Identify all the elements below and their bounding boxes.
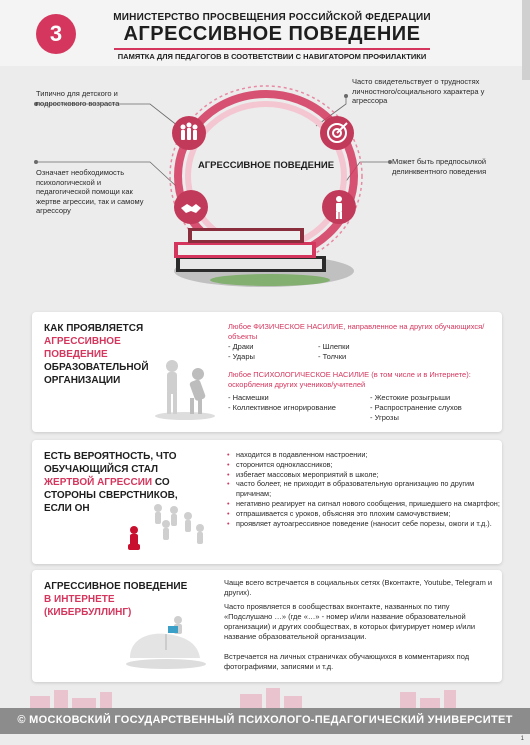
- ring-center-title: АГРЕССИВНОЕ ПОВЕДЕНИЕ: [197, 160, 335, 171]
- psych-list-left: - Насмешки - Коллективное игнорирование: [228, 393, 368, 413]
- mouse-laptop-illustration: [120, 614, 216, 672]
- section1-heading: КАК ПРОЯВЛЯЕТСЯ АГРЕССИВНОЕ ПОВЕДЕНИЕ ОБРАЗОВАТЕЛЬНОЙ ОРГАНИЗАЦИИ: [44, 323, 149, 386]
- note-top-right: Часто свидетельствует о трудностях личностного/социального характера у агрессора: [352, 77, 485, 105]
- list-item: • сторонится одноклассников;: [236, 460, 508, 470]
- page-subtitle: ПАМЯТКА ДЛЯ ПЕДАГОГОВ В СООТВЕТСТВИИ С НАВИГАТОРОМ ПРОФИЛАКТИКИ: [117, 52, 427, 61]
- physical-violence-title: Любое ФИЗИЧЕСКОЕ НАСИЛИЕ, направленное на других обучающихся/объекты: [228, 322, 485, 341]
- handshake-icon: [174, 190, 208, 224]
- person-icon: [322, 190, 356, 224]
- physical-list-left: - Драки - Удары: [228, 342, 318, 362]
- title-underline: [114, 48, 430, 50]
- isolated-figure-illustration: [118, 500, 214, 558]
- section2-heading: ЕСТЬ ВЕРОЯТНОСТЬ, ЧТО ОБУЧАЮЩИЙСЯ СТАЛ ЖЕРТВОЙ АГРЕССИИ СО СТОРОНЫ СВЕРСТНИКОВ, ЕСЛИ ОН: [44, 451, 178, 514]
- list-item: • находится в подавленном настроении;: [236, 450, 508, 460]
- list-item: • избегает массовых мероприятий в школе;: [236, 470, 508, 480]
- note-mid-right: Может быть предпосылкой делинквентного поведения: [392, 157, 487, 176]
- psych-list-right: - Жестокие розыгрыши - Распространение слухов - Угрозы: [370, 393, 500, 423]
- ministry-name: МИНИСТЕРСТВО ПРОСВЕЩЕНИЯ РОССИЙСКОЙ ФЕДЕРАЦИИ: [113, 12, 431, 23]
- note-mid-left: Означает необходимость психологической и педагогической помощи как жертве агрессии, так и самому агрессору: [36, 168, 144, 215]
- physical-list-right: - Шлепки - Толчки: [318, 342, 408, 362]
- fighting-figures-illustration: [150, 352, 220, 422]
- cyber-paragraph-3: Встречается на личных страничках обучающихся в комментариях под фотографиями, записями и т.д.: [224, 652, 470, 671]
- list-item: • часто болеет, не приходит в образовательную организацию по другим причинам;: [236, 479, 508, 499]
- city-skyline-decoration: [0, 686, 530, 710]
- list-item: • негативно реагирует на сигнал нового сообщения, пришедшего на смартфон;: [236, 499, 508, 509]
- cyber-paragraph-1: Чаще всего встречается в социальных сетях (Вконтакте, Youtube, Telegram и других).: [224, 578, 493, 597]
- note-top-left: Типично для детского и подросткового возраста: [36, 89, 120, 108]
- target-icon: [320, 116, 354, 150]
- group-icon: [172, 116, 206, 150]
- page-number: 1: [520, 736, 524, 742]
- section3-heading: АГРЕССИВНОЕ ПОВЕДЕНИЕ В ИНТЕРНЕТЕ (КИБЕРБУЛЛИНГ): [44, 581, 188, 618]
- list-item: • отпрашивается с уроков, объясняя это плохим самочувствием;: [236, 509, 508, 519]
- page-title: АГРЕССИВНОЕ ПОВЕДЕНИЕ: [123, 23, 421, 45]
- cyber-paragraph-2: Часто проявляется в сообществах вконтакте, названных по типу «Подслушано …» (где «…» - номер и/или название образовательной организации) и других сообществах, в которых фигурирует номер и/или название образовательной организации.: [224, 602, 476, 641]
- list-item: • проявляет аутоагрессивное поведение (наносит себе порезы, ожоги и т.д.).: [236, 519, 508, 529]
- footer-copyright: © МОСКОВСКИЙ ГОСУДАРСТВЕННЫЙ ПСИХОЛОГО-ПЕДАГОГИЧЕСКИЙ УНИВЕРСИТЕТ: [17, 714, 513, 726]
- logo-badge: 3: [36, 14, 76, 54]
- psychological-violence-title: Любое ПСИХОЛОГИЧЕСКОЕ НАСИЛИЕ (в том числе и в Интернете): оскорбления других учеников/учителей: [228, 370, 471, 389]
- victim-signs-list: [226, 450, 508, 528]
